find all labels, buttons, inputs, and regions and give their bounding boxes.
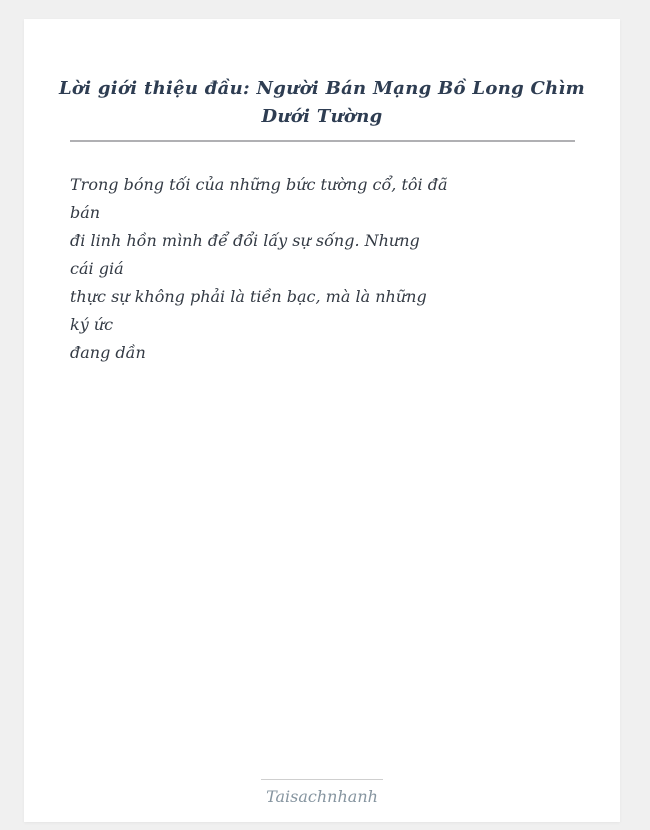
body-line: đang dần: [70, 343, 146, 362]
site-brand: Taisachnhanh: [266, 787, 378, 806]
body-line: Trong bóng tối của những bức tường cổ, tôi đã: [70, 175, 448, 194]
chapter-title: Lời giới thiệu đầu: Người Bán Mạng Bồ Long Chìm Dưới Tường: [58, 78, 586, 127]
body-line: cái giá: [70, 259, 124, 278]
footer-divider: [261, 779, 383, 780]
page-card: [24, 19, 620, 822]
body-line: đi linh hồn mình để đổi lấy sự sống. Nhưng: [70, 231, 420, 250]
chapter-body: [70, 171, 576, 367]
body-line: thực sự không phải là tiền bạc, mà là những: [70, 287, 427, 306]
title-divider: [70, 140, 575, 142]
body-line: ký ức: [70, 315, 114, 334]
body-line: bán: [70, 203, 101, 222]
page-footer: [24, 779, 620, 809]
